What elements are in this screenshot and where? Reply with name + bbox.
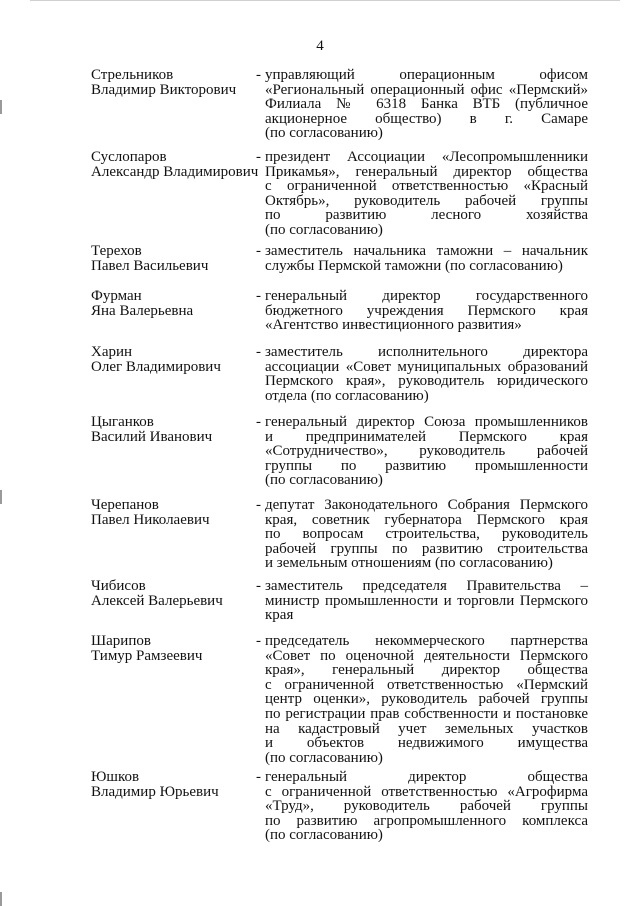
position-line: и объектов недвижимого имущества — [265, 735, 588, 752]
member-position — [256, 498, 588, 571]
position-line: ассоциации «Совет муниципальных образований — [265, 358, 588, 375]
position-line: и предпринимателей Пермского края — [265, 428, 588, 445]
dash-separator: - — [256, 578, 261, 594]
member-given-names: Павел Николаевич — [91, 511, 210, 528]
member-given-names: Тимур Рамзеевич — [91, 647, 203, 664]
position-line: «Региональный операционный офис «Пермский» — [265, 81, 588, 98]
member-position — [256, 150, 588, 238]
member-given-names: Владимир Юрьевич — [91, 783, 219, 800]
member-position — [256, 770, 588, 843]
member-name — [91, 415, 256, 444]
member-entry — [91, 150, 588, 238]
position-line: «Сотрудничество», руководитель рабочей — [265, 443, 588, 460]
member-position — [256, 68, 588, 141]
position-line: акционерное общество) в г. Самаре — [265, 110, 588, 127]
member-surname: Чибисов — [91, 578, 146, 594]
position-line: по развитию лесного хозяйства — [265, 207, 588, 224]
position-line: с ограниченной ответственностью «Пермский — [265, 676, 588, 693]
member-surname: Черепанов — [91, 497, 159, 513]
member-name — [91, 68, 256, 97]
position-line: центр оценки», руководитель рабочей группы — [265, 691, 588, 708]
member-entry — [91, 345, 588, 403]
position-line: края, советник губернатора Пермского края — [265, 511, 588, 528]
member-name — [91, 579, 256, 608]
position-line: группы по развитию промышленности — [265, 457, 588, 474]
position-line: отдела (по согласованию) — [265, 387, 429, 404]
member-position — [256, 289, 588, 333]
position-line: (по согласованию) — [265, 125, 383, 142]
left-scan-mark — [0, 892, 2, 906]
member-surname: Стрельников — [91, 67, 174, 83]
member-surname: Цыганков — [91, 414, 154, 430]
position-line: генеральный директор общества — [265, 769, 588, 785]
member-name — [91, 498, 256, 527]
member-position — [256, 634, 588, 765]
position-line: Октябрь», руководитель рабочей группы — [265, 192, 588, 209]
position-line: бюджетного учреждения Пермского края — [265, 302, 588, 319]
position-line: и земельным отношениям (по согласованию) — [265, 555, 553, 572]
position-line: службы Пермской таможни (по согласованию) — [265, 257, 563, 274]
position-line: с ограниченной ответственностью «Агрофирма — [265, 783, 588, 800]
member-name — [91, 345, 256, 374]
member-given-names: Александр Владимирович — [91, 163, 259, 180]
member-name — [91, 770, 256, 799]
position-line: заместитель председателя Правительства – — [265, 578, 588, 594]
position-line: заместитель исполнительного директора — [265, 344, 588, 360]
position-line: заместитель начальника таможни – начальник — [265, 243, 588, 259]
position-line: министр промышленности и торговли Пермского — [265, 592, 588, 609]
top-scan-edge — [30, 0, 620, 1]
member-entry — [91, 498, 588, 571]
position-line: (по согласованию) — [265, 472, 383, 489]
member-entry — [91, 770, 588, 843]
member-given-names: Олег Владимирович — [91, 358, 221, 375]
member-given-names: Павел Васильевич — [91, 257, 209, 274]
position-line: «Совет по оценочной деятельности Пермского — [265, 647, 588, 664]
left-scan-mark — [0, 100, 2, 114]
position-line: края», генеральный директор общества — [265, 662, 588, 679]
member-surname: Харин — [91, 344, 133, 360]
position-line: Прикамья», генеральный директор общества — [265, 163, 588, 180]
member-position — [256, 244, 588, 273]
member-entry — [91, 244, 588, 273]
member-surname: Фурман — [91, 288, 142, 304]
position-line: Филиала № 6318 Банка ВТБ (публичное — [265, 96, 588, 113]
member-name — [91, 244, 256, 273]
position-line: депутат Законодательного Собрания Пермского — [265, 497, 588, 513]
dash-separator: - — [256, 149, 261, 165]
dash-separator: - — [256, 67, 261, 83]
member-given-names: Яна Валерьевна — [91, 302, 194, 319]
member-entry — [91, 68, 588, 141]
position-line: генеральный директор Союза промышленников — [265, 414, 588, 430]
member-entry — [91, 579, 588, 623]
dash-separator: - — [256, 288, 261, 304]
dash-separator: - — [256, 414, 261, 430]
member-given-names: Владимир Викторович — [91, 81, 237, 98]
member-surname: Шарипов — [91, 633, 151, 649]
position-line: по развитию агропромышленного комплекса — [265, 812, 588, 829]
member-name — [91, 634, 256, 663]
position-line: (по согласованию) — [265, 749, 383, 766]
member-position — [256, 415, 588, 488]
member-name — [91, 289, 256, 318]
position-line: края — [265, 607, 294, 624]
position-line: с ограниченной ответственностью «Красный — [265, 178, 588, 195]
member-surname: Юшков — [91, 769, 140, 785]
position-line: управляющий операционным офисом — [265, 67, 588, 83]
member-given-names: Алексей Валерьевич — [91, 592, 223, 609]
dash-separator: - — [256, 769, 261, 785]
page-number: 4 — [316, 38, 324, 54]
dash-separator: - — [256, 344, 261, 360]
position-line: «Агентство инвестиционного развития» — [265, 317, 522, 334]
position-line: по регистрации прав собственности и постановке — [265, 705, 588, 722]
position-line: председатель некоммерческого партнерства — [265, 633, 588, 649]
position-line: на кадастровый учет земельных участков — [265, 720, 588, 737]
position-line: президент Ассоциации «Лесопромышленники — [265, 149, 588, 165]
position-line: генеральный директор государственного — [265, 288, 588, 304]
dash-separator: - — [256, 243, 261, 259]
member-entry — [91, 634, 588, 765]
member-name — [91, 149, 259, 180]
dash-separator: - — [256, 497, 261, 513]
dash-separator: - — [256, 633, 261, 649]
member-entry — [91, 415, 588, 488]
member-position — [256, 345, 588, 403]
position-line: (по согласованию) — [265, 827, 383, 844]
position-line: рабочей группы по развитию строительства — [265, 540, 588, 557]
member-surname: Суслопаров — [91, 149, 167, 165]
member-position — [256, 579, 588, 623]
member-given-names: Василий Иванович — [91, 428, 213, 445]
position-line: (по согласованию) — [265, 221, 383, 238]
left-scan-mark — [0, 490, 2, 504]
position-line: «Труд», руководитель рабочей группы — [265, 798, 588, 815]
position-line: Пермского края», руководитель юридического — [265, 373, 588, 390]
member-entry — [91, 289, 588, 333]
position-line: по вопросам строительства, руководитель — [265, 526, 588, 543]
member-surname: Терехов — [91, 243, 142, 259]
